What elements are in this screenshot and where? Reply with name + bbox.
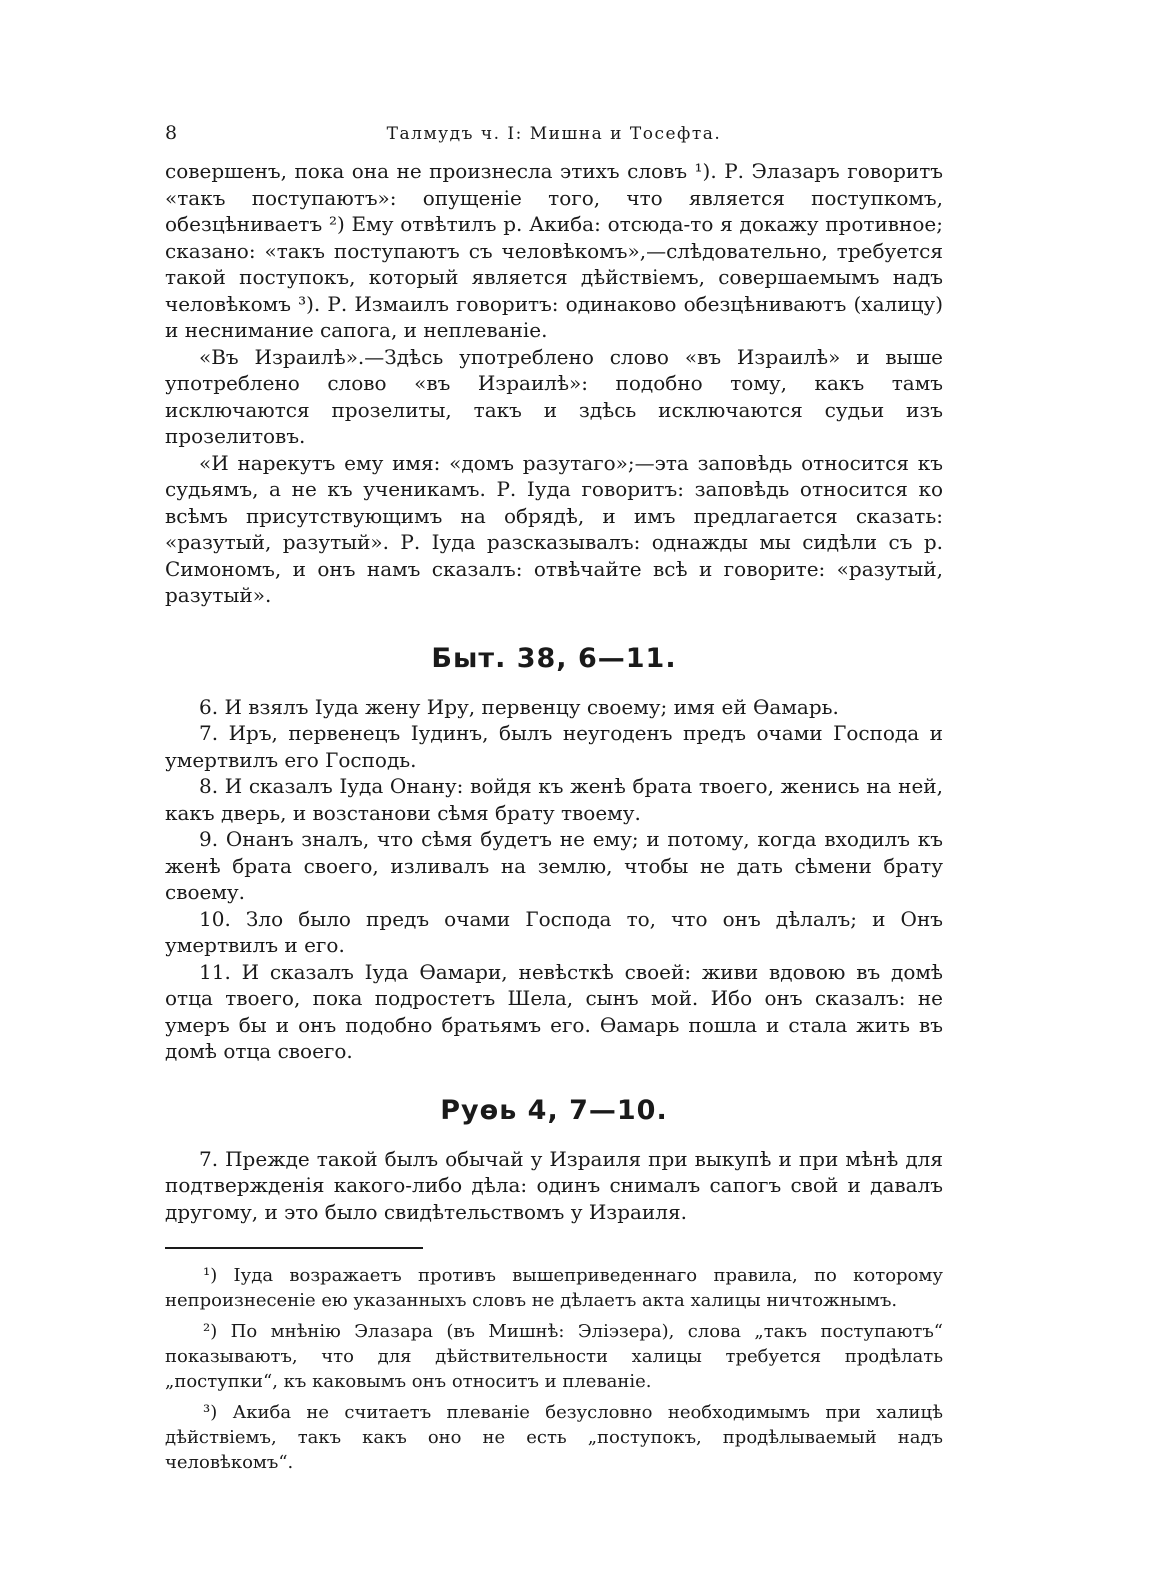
footnotes (165, 1263, 943, 1475)
page-header (165, 122, 943, 158)
intro-paragraph-3: «И нарекутъ ему имя: «домъ разутаго»;—эта заповѣдь относится къ судьямъ, а не къ ученикамъ. Р. Іуда говоритъ: заповѣдь относится ко всѣмъ присутствующимъ на обрядѣ, и имъ предлагается сказать: «разутый, разутый». Р. Іуда разсказывалъ: однажды мы сидѣли съ р. Симономъ, и онъ намъ сказалъ: отвѣчайте всѣ и говорите: «разутый, разутый». (165, 450, 943, 607)
intro-paragraph-2: «Въ Израилѣ».—Здѣсь употреблено слово «въ Израилѣ» и выше употреблено слово «въ Израилѣ»: подобно тому, какъ тамъ исключаются прозелиты, такъ и здѣсь исключаются судьи изъ прозелитовъ. (165, 344, 943, 448)
footnote-1: ¹) Іуда возражаетъ противъ вышеприведеннаго правила, по которому непроизнесеніе ею указанныхъ словъ не дѣлаетъ акта халицы ничтожнымъ. (165, 1265, 943, 1311)
verse: 11. И сказалъ Іуда Ѳамари, невѣсткѣ своей: живи вдовою въ домѣ отца твоего, пока подростетъ Шела, сынъ мой. Ибо онъ сказалъ: не умеръ бы и онъ подобно братьямъ его. Ѳамарь пошла и стала жить въ домѣ отца своего. (165, 959, 943, 1063)
verse: 7. Прежде такой былъ обычай у Израиля при выкупѣ и при мѣнѣ для подтвержденія какого-либо дѣла: одинъ снималъ сапогъ свой и давалъ другому, и это было свидѣтельствомъ у Израиля. (165, 1146, 943, 1224)
verse: 6. И взялъ Іуда жену Иру, первенцу своему; имя ей Ѳамарь. (199, 694, 839, 719)
footnote-3: ³) Акиба не считаетъ плеваніе безусловно необходимымъ при халицѣ дѣйствіемъ, такъ какъ оно не есть „поступокъ, продѣлываемый надъ человѣкомъ“. (165, 1402, 943, 1473)
book-page (165, 122, 943, 1481)
intro-paragraph-1: совершенъ, пока она не произнесла этихъ словъ ¹). Р. Элазаръ говоритъ «такъ поступаютъ»: опущеніе того, что является поступкомъ, обезцѣниваетъ ²) Ему отвѣтилъ р. Акиба: отсюда-то я докажу противное; сказано: «такъ поступаютъ съ человѣкомъ»,—слѣдовательно, требуется такой поступокъ, который является дѣйствіемъ, совершаемымъ надъ человѣкомъ ³). Р. Измаилъ говоритъ: одинаково обезцѣниваютъ (халицу) и неснимание сапога, и неплеваніе. (165, 159, 943, 342)
page-number: 8 (165, 122, 178, 144)
running-title: Талмудъ ч. I: Мишна и Тосефта. (386, 124, 722, 144)
main-text (165, 158, 943, 1225)
section-heading-ruth: Руѳь 4, 7—10. (440, 1094, 668, 1126)
footnote-divider (165, 1247, 423, 1249)
verse: 8. И сказалъ Іуда Онану: войдя къ женѣ брата твоего, женись на ней, какъ дверь, и возстанови сѣмя брату твоему. (165, 774, 943, 825)
verse: 7. Иръ, первенецъ Іудинъ, былъ неугоденъ предъ очами Господа и умертвилъ его Господь. (165, 721, 943, 772)
footnote-2: ²) По мнѣнію Элазара (въ Мишнѣ: Эліэзера), слова „такъ поступаютъ“ показываютъ, что для дѣйствительности халицы требуется продѣлать „поступки“, къ каковымъ онъ относитъ и плеваніе. (165, 1321, 943, 1392)
verse: 10. Зло было предъ очами Господа то, что онъ дѣлалъ; и Онъ умертвилъ и его. (165, 906, 943, 957)
section-heading-genesis: Быт. 38, 6—11. (431, 642, 677, 674)
verse: 9. Онанъ зналъ, что сѣмя будетъ не ему; и потому, когда входилъ къ женѣ брата своего, изливалъ на землю, чтобы не дать сѣмени брату своему. (165, 827, 943, 904)
